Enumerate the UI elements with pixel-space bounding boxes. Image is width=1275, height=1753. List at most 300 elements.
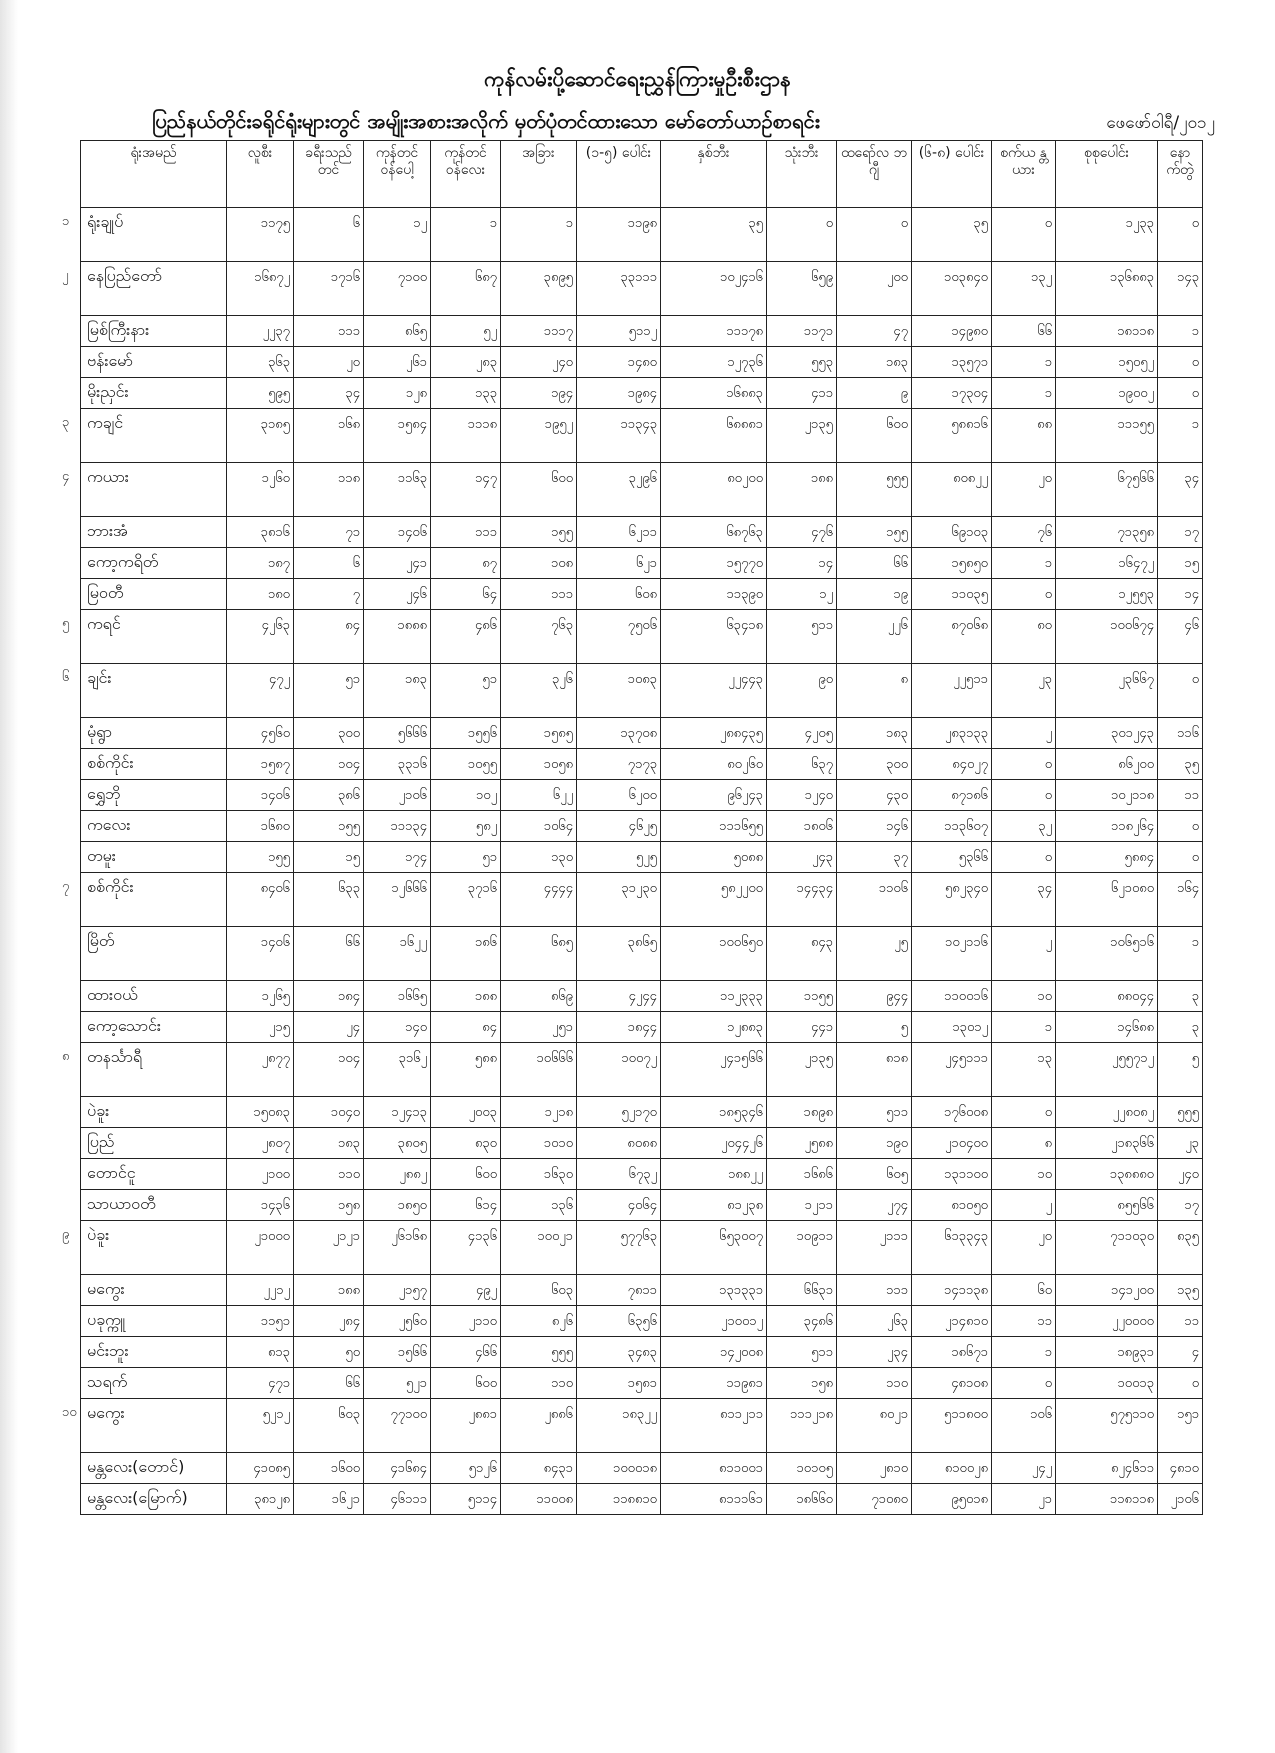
count-cell: ၁၂၅၅၃ [1056, 579, 1158, 610]
count-cell: ၂၁၀၆ [1158, 1484, 1203, 1515]
table-row [81, 1275, 1203, 1306]
count-cell: ၀ [1158, 811, 1203, 842]
count-cell: ၀ [1158, 208, 1203, 262]
count-cell: ၅၂၅ [577, 842, 661, 873]
count-cell: ၂ [992, 718, 1056, 749]
count-cell: ၂၅ [837, 927, 912, 981]
count-cell: ၁၉၈၄ [577, 378, 661, 409]
count-cell: ၁၀၄၀ [294, 1097, 364, 1128]
count-cell: ၂၃ [992, 664, 1056, 718]
office-name-cell: ကရင် [81, 610, 227, 664]
count-cell: ၁၁၉၈ [577, 208, 661, 262]
count-cell: ၃၀၀ [837, 749, 912, 780]
count-cell: ၂၄၃ [767, 842, 837, 873]
column-header: ကုန်တင် ဝန်ပေါ့ [364, 141, 431, 208]
document-date: ဖေဖော်ဝါရီ/၂၀၁၂ [1106, 113, 1215, 133]
count-cell: ၁၇ [1158, 1190, 1203, 1221]
column-header: (၁-၅) ပေါင်း [577, 141, 661, 208]
row-serial-mark: ၆ [62, 670, 70, 685]
count-cell: ၄၇၁ [227, 1368, 294, 1399]
column-header: ရုံးအမည် [81, 141, 227, 208]
count-cell: ၅ [837, 1012, 912, 1043]
row-serial-mark: ၁၀ [62, 1405, 77, 1420]
count-cell: ၆၀ [992, 1275, 1056, 1306]
count-cell: ၁၀၁၀ [501, 1128, 577, 1159]
count-cell: ၂၈၈၁ [431, 1399, 501, 1453]
count-cell: ၁၈၈ [431, 981, 501, 1012]
count-cell: ၇ [294, 579, 364, 610]
count-cell: ၁၃၁၃၃၁ [661, 1275, 767, 1306]
count-cell: ၁၈၃ [837, 718, 912, 749]
count-cell: ၁၄၆ [837, 811, 912, 842]
count-cell: ၀ [992, 1368, 1056, 1399]
count-cell: ၁၁၀၀၁၆ [912, 981, 992, 1012]
count-cell: ၂၀ [992, 1221, 1056, 1275]
count-cell: ၂၅၆၀ [364, 1306, 431, 1337]
count-cell: ၈၁၁၀၀၁ [661, 1453, 767, 1484]
count-cell: ၂ [992, 1190, 1056, 1221]
count-cell: ၄၃၀ [837, 780, 912, 811]
count-cell: ၈၈၀၄၄ [1056, 981, 1158, 1012]
count-cell: ၈၁၁၂၁၁ [661, 1399, 767, 1453]
count-cell: ၁၁၀၆ [837, 873, 912, 927]
count-cell: ၁ [501, 208, 577, 262]
count-cell: ၃၄၈၃ [577, 1337, 661, 1368]
count-cell: ၈၇၁၈၆ [912, 780, 992, 811]
count-cell: ၅၅၅ [1158, 1097, 1203, 1128]
scan-edge-shadow [0, 0, 18, 1753]
count-cell: ၆၅၃၀၀၇ [661, 1221, 767, 1275]
count-cell: ၁၃၇၀၈ [577, 718, 661, 749]
count-cell: ၁၂၁၁ [767, 1190, 837, 1221]
count-cell: ၁၈၇ [227, 548, 294, 579]
row-serial-mark: ၈ [62, 1049, 70, 1064]
count-cell: ၈၀၂၀၀ [661, 463, 767, 517]
count-cell: ၈၀၂၆၀ [661, 749, 767, 780]
count-cell: ၆၅၉ [767, 262, 837, 316]
count-cell: ၅၇၇၆၃ [577, 1221, 661, 1275]
office-name-cell: ချင်း [81, 664, 227, 718]
count-cell: ၅၁၁၈၀၀ [912, 1399, 992, 1453]
count-cell: ၄၁၀၈၅ [227, 1453, 294, 1484]
count-cell: ၁၂၆၅ [227, 981, 294, 1012]
count-cell: ၂၅၁ [501, 1012, 577, 1043]
count-cell: ၀ [992, 579, 1056, 610]
count-cell: ၁၄၃ [1158, 262, 1203, 316]
document-title: ကုန်လမ်းပို့ဆောင်ရေးညွှန်ကြားမှုဦးစီးဌာန [484, 67, 791, 91]
count-cell: ၉၄၄ [837, 981, 912, 1012]
count-cell: ၅၉၅ [227, 378, 294, 409]
count-cell: ၈၄ [431, 1012, 501, 1043]
count-cell: ၁၁၅၅ [767, 981, 837, 1012]
row-serial-mark: ၇ [62, 879, 70, 894]
column-header: နော က်တွဲ [1158, 141, 1203, 208]
office-name-cell: ကော့ကရိတ် [81, 548, 227, 579]
count-cell: ၁၃ [992, 1043, 1056, 1097]
count-cell: ၁၅၅ [294, 811, 364, 842]
count-cell: ၄၄၁ [767, 1012, 837, 1043]
count-cell: ၂၁၂၁ [294, 1221, 364, 1275]
table-row [81, 811, 1203, 842]
count-cell: ၂၀၄၄၂၆ [661, 1128, 767, 1159]
table-row [81, 610, 1203, 664]
table-row [81, 1190, 1203, 1221]
count-cell: ၁၂၃၃ [1056, 208, 1158, 262]
count-cell: ၂၁၀၀ [227, 1159, 294, 1190]
count-cell: ၅၁၁၂ [577, 316, 661, 347]
count-cell: ၅၂ [431, 316, 501, 347]
count-cell: ၀ [992, 842, 1056, 873]
column-header: ကုန်တင် ဝန်လေး [431, 141, 501, 208]
count-cell: ၇၁၇၃ [577, 749, 661, 780]
count-cell: ၁၅၀၅၂ [1056, 347, 1158, 378]
count-cell: ၁၀၅၈ [501, 749, 577, 780]
count-cell: ၂၃၄ [837, 1337, 912, 1368]
count-cell: ၃၇၁၆ [431, 873, 501, 927]
table-row [81, 579, 1203, 610]
count-cell: ၂၁၅ [227, 1012, 294, 1043]
count-cell: ၁၈၁၁၈ [1056, 316, 1158, 347]
count-cell: ၂၀၀ [837, 262, 912, 316]
count-cell: ၁၄၀ [364, 1012, 431, 1043]
count-cell: ၁၈၃၂၂ [577, 1399, 661, 1453]
count-cell: ၅၈၂၃၄၀ [912, 873, 992, 927]
table-body [81, 208, 1203, 1515]
office-name-cell: မကွေး [81, 1399, 227, 1453]
count-cell: ၂၁၀၀၀ [227, 1221, 294, 1275]
count-cell: ၈၁၂၃၈ [661, 1190, 767, 1221]
count-cell: ၁၁၆ [1158, 718, 1203, 749]
count-cell: ၇၆ [992, 517, 1056, 548]
column-header: (၆-၈) ပေါင်း [912, 141, 992, 208]
count-cell: ၁၅၅ [501, 517, 577, 548]
count-cell: ၁၁၇၅ [227, 208, 294, 262]
count-cell: ၉ [837, 378, 912, 409]
count-cell: ၀ [1158, 664, 1203, 718]
count-cell: ၁၉၄ [501, 378, 577, 409]
count-cell: ၆၀၈ [577, 579, 661, 610]
count-cell: ၁၁၁ [501, 579, 577, 610]
count-cell: ၁၄၀၆ [364, 517, 431, 548]
count-cell: ၄၂၀၅ [767, 718, 837, 749]
column-header: လူစီး [227, 141, 294, 208]
table-row [81, 1128, 1203, 1159]
count-cell: ၃၈၆ [294, 780, 364, 811]
count-cell: ၅၁၁ [837, 1097, 912, 1128]
count-cell: ၇၁ [294, 517, 364, 548]
count-cell: ၆၁၃၃၄၃ [912, 1221, 992, 1275]
count-cell: ၅ [1158, 1043, 1203, 1097]
count-cell: ၁၁၀ [501, 1368, 577, 1399]
count-cell: ၈၀ [992, 610, 1056, 664]
count-cell: ၈၃၀ [431, 1128, 501, 1159]
count-cell: ၆၇၃၂ [577, 1159, 661, 1190]
count-cell: ၃၄ [992, 873, 1056, 927]
count-cell: ၆၀၃ [501, 1275, 577, 1306]
count-cell: ၀ [837, 208, 912, 262]
count-cell: ၁၄ [1158, 579, 1203, 610]
count-cell: ၂၈၇၇ [227, 1043, 294, 1097]
count-cell: ၇၁၀၈၀ [837, 1484, 912, 1515]
count-cell: ၁၁၁၈ [431, 409, 501, 463]
count-cell: ၃၃၁၁၁ [577, 262, 661, 316]
count-cell: ၁၈၈၂၂ [661, 1159, 767, 1190]
count-cell: ၄၆၂၅ [577, 811, 661, 842]
count-cell: ၁၃၀၁၂ [912, 1012, 992, 1043]
count-cell: ၅၅၅ [837, 463, 912, 517]
count-cell: ၂၀ [992, 463, 1056, 517]
count-cell: ၅၂၁၂ [227, 1399, 294, 1453]
table-row [81, 1221, 1203, 1275]
count-cell: ၄၉၂ [431, 1275, 501, 1306]
count-cell: ၁၃၈၈၈၀ [1056, 1159, 1158, 1190]
count-cell: ၁၂၄၀ [767, 780, 837, 811]
count-cell: ၁၅၈ [767, 1368, 837, 1399]
count-cell: ၁၅၀၈၃ [227, 1097, 294, 1128]
count-cell: ၃၄ [294, 378, 364, 409]
count-cell: ၃၅ [661, 208, 767, 262]
count-cell: ၇၅၀၆ [577, 610, 661, 664]
count-cell: ၈၀၂၁ [837, 1399, 912, 1453]
count-cell: ၂၄၂ [992, 1453, 1056, 1484]
count-cell: ၂၅၅၇၁၂ [1056, 1043, 1158, 1097]
count-cell: ၁ [992, 1012, 1056, 1043]
count-cell: ၂၂၆ [837, 610, 912, 664]
count-cell: ၆ [294, 208, 364, 262]
count-cell: ၅၂၁၇၀ [577, 1097, 661, 1128]
count-cell: ၁၆၄၇၂ [1056, 548, 1158, 579]
count-cell: ၁၀ [992, 981, 1056, 1012]
count-cell: ၃ [1158, 981, 1203, 1012]
document-subtitle: ပြည်နယ်တိုင်းခရိုင်ရုံးများတွင် အမျိုးအစားအလိုက် မှတ်ပုံတင်ထားသော မော်တော်ယာဉ်စာရင်း [152, 109, 820, 133]
count-cell: ၃၁၂၃၀ [577, 873, 661, 927]
count-cell: ၈၇ [431, 548, 501, 579]
count-cell: ၄၈၆ [431, 610, 501, 664]
count-cell: ၂၀၀၃ [431, 1097, 501, 1128]
office-name-cell: မိုးညှင်း [81, 378, 227, 409]
count-cell: ၄၇ [837, 316, 912, 347]
count-cell: ၅၈၈၁၆ [912, 409, 992, 463]
count-cell: ၁၂၈ [364, 378, 431, 409]
office-name-cell: နေပြည်တော် [81, 262, 227, 316]
count-cell: ၃၂၉၆ [577, 463, 661, 517]
count-cell: ၅၁၁ [767, 1337, 837, 1368]
count-cell: ၁၇၃၀၄ [912, 378, 992, 409]
count-cell: ၆၆ [294, 1368, 364, 1399]
count-cell: ၁၃၆၈၈၃ [1056, 262, 1158, 316]
count-cell: ၁၈၆၇၁ [912, 1337, 992, 1368]
count-cell: ၁၉၀၀၂ [1056, 378, 1158, 409]
count-cell: ၁၄၆၈၈ [1056, 1012, 1158, 1043]
count-cell: ၀ [992, 1097, 1056, 1128]
table-row [81, 409, 1203, 463]
count-cell: ၁၇၄ [364, 842, 431, 873]
count-cell: ၁၅၈၅၀ [912, 548, 992, 579]
count-cell: ၂၈၈၄၃၅ [661, 718, 767, 749]
table-header-row [81, 141, 1203, 208]
count-cell: ၁၁၁ [294, 316, 364, 347]
count-cell: ၁၅၇၇၀ [661, 548, 767, 579]
column-header: ထရော်လ ဘဂျီ [837, 141, 912, 208]
count-cell: ၁၈၉၈ [767, 1097, 837, 1128]
table-row [81, 1097, 1203, 1128]
count-cell: ၁၆၆၅ [364, 981, 431, 1012]
count-cell: ၂၅၈၈ [767, 1128, 837, 1159]
count-cell: ၉၅၀၁၈ [912, 1484, 992, 1515]
count-cell: ၁၈၅၃၄၆ [661, 1097, 767, 1128]
count-cell: ၆၂၁ [577, 548, 661, 579]
count-cell: ၂၆၁၆၈ [364, 1221, 431, 1275]
count-cell: ၂၂၈၀၈၂ [1056, 1097, 1158, 1128]
count-cell: ၄၀၆၄ [577, 1190, 661, 1221]
count-cell: ၈၁၃ [227, 1337, 294, 1368]
count-cell: ၄ [1158, 1337, 1203, 1368]
count-cell: ၁၃၂ [992, 262, 1056, 316]
count-cell: ၈၀၈၈ [577, 1128, 661, 1159]
count-cell: ၂ [992, 927, 1056, 981]
count-cell: ၁၁ [1158, 780, 1203, 811]
count-cell: ၁၈၃ [837, 347, 912, 378]
count-cell: ၁၁၁၂၁၈ [767, 1399, 837, 1453]
count-cell: ၁၁၈၁၁၈ [1056, 1484, 1158, 1515]
count-cell: ၃ [1158, 1012, 1203, 1043]
table-row [81, 517, 1203, 548]
count-cell: ၁ [431, 208, 501, 262]
count-cell: ၄၄၄၄ [501, 873, 577, 927]
count-cell: ၁၈၃ [364, 664, 431, 718]
table-row [81, 1368, 1203, 1399]
count-cell: ၁၅၈၇ [227, 749, 294, 780]
count-cell: ၁၁၃၉၀ [661, 579, 767, 610]
count-cell: ၁၄၁၁၃၈ [912, 1275, 992, 1306]
count-cell: ၁၄၃၆ [227, 1190, 294, 1221]
count-cell: ၆၆ [837, 548, 912, 579]
count-cell: ၆၄ [431, 579, 501, 610]
count-cell: ၁၈၆၆၀ [767, 1484, 837, 1515]
count-cell: ၈၁၁၁၆၁ [661, 1484, 767, 1515]
count-cell: ၁၃၆ [501, 1190, 577, 1221]
count-cell: ၁၄၄၃၄ [767, 873, 837, 927]
count-cell: ၁၈၆ [431, 927, 501, 981]
count-cell: ၁၁၈၈၁၀ [577, 1484, 661, 1515]
count-cell: ၂၁၀၄၀၀ [912, 1128, 992, 1159]
table-row [81, 208, 1203, 262]
count-cell: ၃၃၁၆ [364, 749, 431, 780]
count-cell: ၂၁၁၁ [837, 1221, 912, 1275]
office-name-cell: ပဲခူး [81, 1221, 227, 1275]
table-row [81, 1453, 1203, 1484]
count-cell: ၁၈၄၄ [577, 1012, 661, 1043]
table-row [81, 780, 1203, 811]
count-cell: ၁၂ [364, 208, 431, 262]
count-cell: ၁၁၂၃၃၃ [661, 981, 767, 1012]
count-cell: ၁၁ [992, 1306, 1056, 1337]
count-cell: ၁၁၃၄၃ [577, 409, 661, 463]
count-cell: ၆၆၃၁ [767, 1275, 837, 1306]
table-row [81, 981, 1203, 1012]
count-cell: ၃၀၀ [294, 718, 364, 749]
count-cell: ၆၂၀၀ [577, 780, 661, 811]
table-row [81, 842, 1203, 873]
office-name-cell: ကလေး [81, 811, 227, 842]
count-cell: ၆၀၀ [501, 463, 577, 517]
office-name-cell: သရက် [81, 1368, 227, 1399]
count-cell: ၂၀ [294, 347, 364, 378]
count-cell: ၁ [992, 347, 1056, 378]
count-cell: ၆၀၃ [294, 1399, 364, 1453]
count-cell: ၅၁၂၆ [431, 1453, 501, 1484]
count-cell: ၃၈၁၆ [227, 517, 294, 548]
count-cell: ၂၂၄၄၃ [661, 664, 767, 718]
count-cell: ၃၅ [1158, 749, 1203, 780]
count-cell: ၅၁ [431, 842, 501, 873]
count-cell: ၃၈၉၅ [501, 262, 577, 316]
count-cell: ၀ [1158, 1368, 1203, 1399]
table-row [81, 463, 1203, 517]
count-cell: ၈၄၃ [767, 927, 837, 981]
count-cell: ၅၁၁၄ [431, 1484, 501, 1515]
office-name-cell: မကွေး [81, 1275, 227, 1306]
count-cell: ၁၁၃၆၀၇ [912, 811, 992, 842]
count-cell: ၁ [992, 378, 1056, 409]
count-cell: ၁၀၄ [294, 1043, 364, 1097]
count-cell: ၂၄၆ [364, 579, 431, 610]
table-row [81, 1484, 1203, 1515]
table-row [81, 1306, 1203, 1337]
count-cell: ၁၂၇၃၆ [661, 347, 767, 378]
count-cell: ၄၅၆၀ [227, 718, 294, 749]
count-cell: ၈၄၃၁ [501, 1453, 577, 1484]
count-cell: ၆၈၅ [501, 927, 577, 981]
count-cell: ၈၁၈ [837, 1043, 912, 1097]
vehicle-registration-table [80, 140, 1203, 1515]
count-cell: ၁၆၂၂ [364, 927, 431, 981]
count-cell: ၁၁၀ [294, 1159, 364, 1190]
count-cell: ၅၅၅ [501, 1337, 577, 1368]
count-cell: ၈၀၈၂၂ [912, 463, 992, 517]
count-cell: ၂၈၃၁၃၃ [912, 718, 992, 749]
count-cell: ၆၆ [294, 927, 364, 981]
count-cell: ၁၀၀၂၁ [501, 1221, 577, 1275]
count-cell: ၂၈၁၀ [837, 1453, 912, 1484]
count-cell: ၅၀ [294, 1337, 364, 1368]
count-cell: ၈၅၅၆၆ [1056, 1190, 1158, 1221]
count-cell: ၁၈၉၃၁ [1056, 1337, 1158, 1368]
count-cell: ၆၀၀ [431, 1368, 501, 1399]
count-cell: ၃၈၀၅ [364, 1128, 431, 1159]
count-cell: ၂၄၀ [1158, 1159, 1203, 1190]
table-row [81, 927, 1203, 981]
count-cell: ၁၁၁ [837, 1275, 912, 1306]
row-serial-mark: ၄ [62, 469, 70, 484]
count-cell: ၆၀၀ [431, 1159, 501, 1190]
count-cell: ၁၁၀ [837, 1368, 912, 1399]
office-name-cell: ပြည် [81, 1128, 227, 1159]
count-cell: ၁၀၂ [431, 780, 501, 811]
office-name-cell: မြဝတီ [81, 579, 227, 610]
count-cell: ၂၁၀၀၁၂ [661, 1306, 767, 1337]
count-cell: ၈၁၀၅၀ [912, 1190, 992, 1221]
count-cell: ၁၀၅၅ [431, 749, 501, 780]
count-cell: ၈၂၄၆၁၁ [1056, 1453, 1158, 1484]
office-name-cell: တောင်ငူ [81, 1159, 227, 1190]
count-cell: ၁၈၀ [227, 579, 294, 610]
count-cell: ၅၈၈ [431, 1043, 501, 1097]
count-cell: ၈၇၀၆၈ [912, 610, 992, 664]
count-cell: ၁၂၆၀ [227, 463, 294, 517]
office-name-cell: စစ်ကိုင်း [81, 873, 227, 927]
count-cell: ၂၃ [1158, 1128, 1203, 1159]
